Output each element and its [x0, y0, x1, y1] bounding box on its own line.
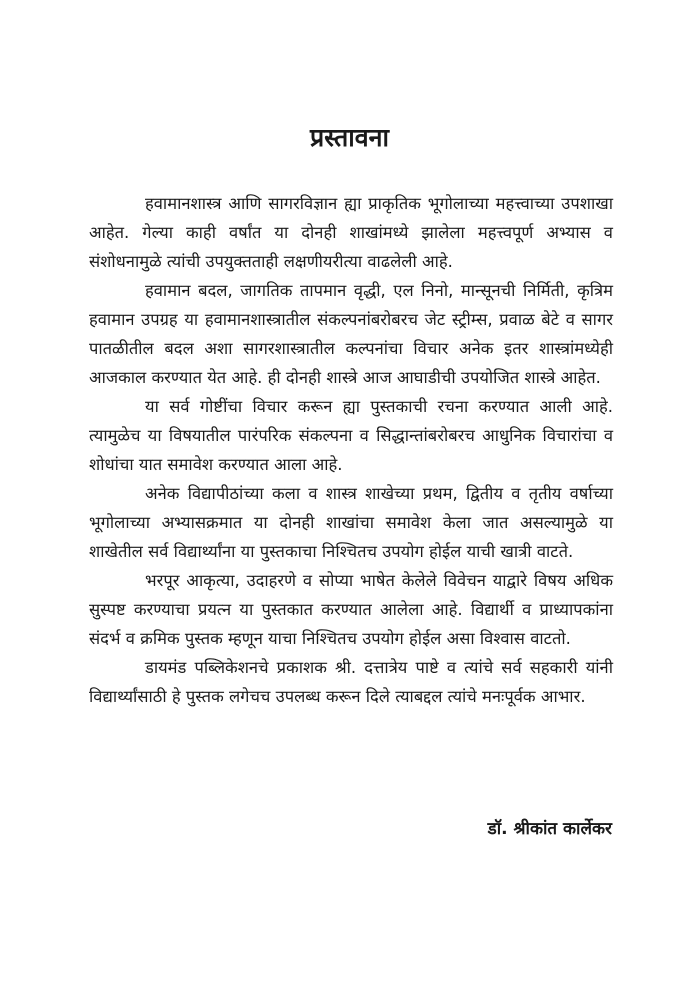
paragraph: डायमंड पब्लिकेशनचे प्रकाशक श्री. दत्तात्रेय पाष्टे व त्यांचे सर्व सहकारी यांनी विद्यार्थ्यांसाठी हे पुस्तक लगेचच उपलब्ध करून दिले त्याबद्दल त्यांचे मनःपूर्वक आभार.	[89, 658, 613, 706]
page-title: प्रस्तावना	[310, 123, 389, 152]
paragraph: हवामानशास्त्र आणि सागरविज्ञान ह्या प्राकृतिक भूगोलाच्या महत्त्वाच्या उपशाखा आहेत. गेल्या काही वर्षांत या दोनही शाखांमध्ये झालेला महत्त्वपूर्ण अभ्यास व संशोधनामुळे त्यांची उपयुक्तताही लक्षणीयरीत्या वाढलेली आहे.	[89, 194, 613, 271]
author-signature: डॉ. श्रीकांत कार्लेकर	[487, 819, 612, 839]
paragraph: हवामान बदल, जागतिक तापमान वृद्धी, एल निनो, मान्सूनची निर्मिती, कृत्रिम हवामान उपग्रह या हवामानशास्त्रातील संकल्पनांबरोबरच जेट स्ट्रीम्स, प्रवाळ बेटे व सागर पातळीतील बदल अशा सागरशास्त्रातील कल्पनांचा विचार अनेक इतर शास्त्रांमध्येही आजकाल करण्यात येत आहे. ही दोनही शास्त्रे आज आघाडीची उपयोजित शास्त्रे आहेत.	[89, 281, 613, 387]
preface-body	[89, 189, 613, 711]
paragraph: अनेक विद्यापीठांच्या कला व शास्त्र शाखेच्या प्रथम, द्वितीय व तृतीय वर्षाच्या भूगोलाच्या अभ्यासक्रमात या दोनही शाखांचा समावेश केला जात असल्यामुळे या शाखेतील सर्व विद्यार्थ्यांना या पुस्तकाचा निश्चितच उपयोग होईल याची खात्री वाटते.	[89, 484, 613, 561]
paragraph: भरपूर आकृत्या, उदाहरणे व सोप्या भाषेत केलेले विवेचन याद्वारे विषय अधिक सुस्पष्ट करण्याचा प्रयत्न या पुस्तकात करण्यात आलेला आहे. विद्यार्थी व प्राध्यापकांना संदर्भ व क्रमिक पुस्तक म्हणून याचा निश्चितच उपयोग होईल असा विश्वास वाटतो.	[89, 571, 613, 648]
paragraph: या सर्व गोष्टींचा विचार करून ह्या पुस्तकाची रचना करण्यात आली आहे. त्यामुळेच या विषयातील पारंपरिक संकल्पना व सिद्धान्तांबरोबरच आधुनिक विचारांचा व शोधांचा यात समावेश करण्यात आला आहे.	[89, 397, 613, 474]
